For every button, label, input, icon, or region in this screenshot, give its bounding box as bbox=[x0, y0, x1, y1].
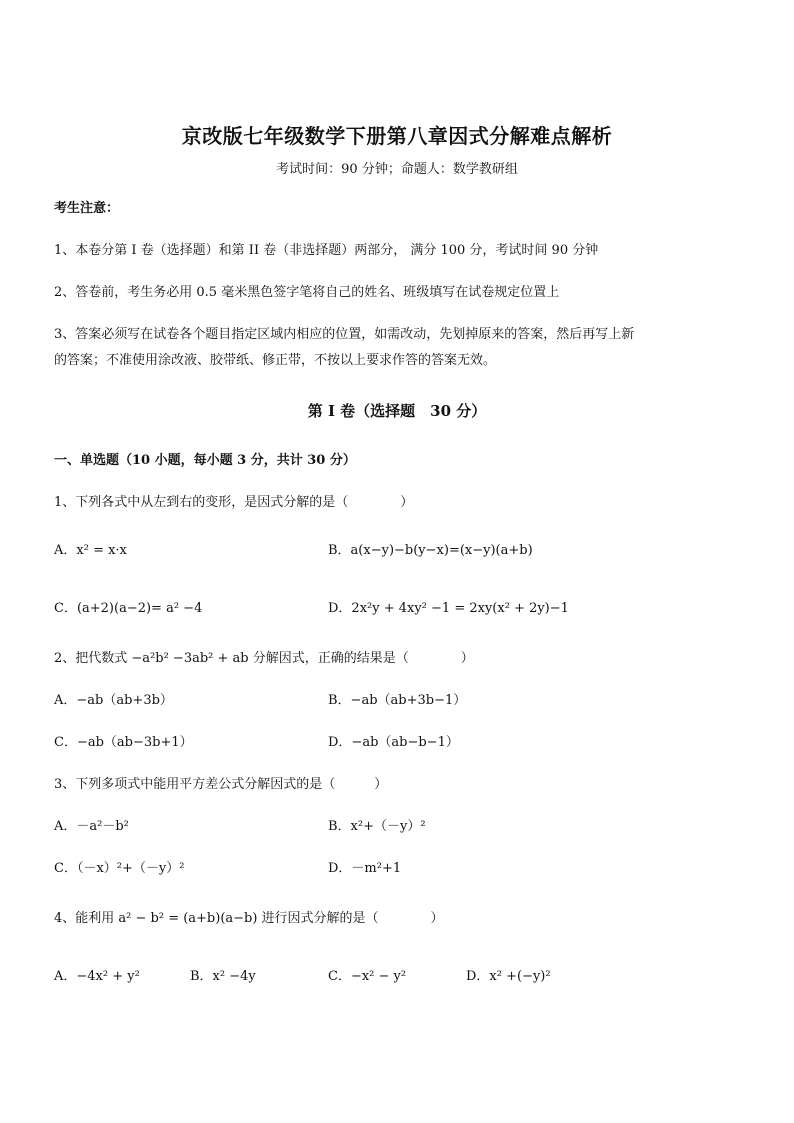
question-stem: 1、下列各式中从左到右的变形，是因式分解的是（ ） bbox=[54, 495, 414, 510]
notice-item: 1、本卷分第 I 卷（选择题）和第 II 卷（非选择题）两部分， 满分 100 分，考试时间 90 分钟 bbox=[54, 243, 599, 258]
page-title: 京改版七年级数学下册第八章因式分解难点解析 bbox=[181, 124, 613, 148]
option-a: A．−4x² + y² bbox=[54, 969, 140, 984]
question-stem: 2、把代数式 −a²b² −3ab² + ab 分解因式，正确的结果是（ ） bbox=[54, 651, 474, 666]
option-b: B．a(x−y)−b(y−x)=(x−y)(a+b) bbox=[328, 543, 533, 558]
option-c: C．−x² − y² bbox=[328, 969, 407, 984]
option-c: C．(a+2)(a−2)= a² −4 bbox=[54, 601, 203, 616]
question-stem: 3、下列多项式中能用平方差公式分解因式的是（ ） bbox=[54, 777, 388, 792]
option-a: A．−ab（ab+3b） bbox=[54, 693, 173, 708]
notice-heading: 考生注意： bbox=[54, 201, 120, 216]
option-b: B．x² −4y bbox=[190, 969, 256, 984]
option-b: B．x²+（－y）² bbox=[328, 819, 426, 834]
option-a: A．x² = x·x bbox=[54, 543, 127, 558]
option-d: D．2x²y + 4xy² −1 = 2xy(x² + 2y)−1 bbox=[328, 601, 569, 616]
option-d: D．−ab（ab−b−1） bbox=[328, 735, 459, 750]
option-a: A．－a²－b² bbox=[54, 819, 129, 834]
notice-item: 3、答案必须写在试卷各个题目指定区域内相应的位置，如需改动，先划掉原来的答案，然后再写上新 bbox=[54, 327, 635, 342]
notice-item: 的答案；不准使用涂改液、胶带纸、修正带，不按以上要求作答的答案无效。 bbox=[54, 353, 497, 368]
part-heading: 一、单选题（10 小题，每小题 3 分，共计 30 分） bbox=[54, 453, 356, 468]
option-d: D．－m²+1 bbox=[328, 861, 402, 876]
notice-item: 2、答卷前，考生务必用 0.5 毫米黑色签字笔将自己的姓名、班级填写在试卷规定位置上 bbox=[54, 285, 560, 300]
option-d: D．x² +(−y)² bbox=[466, 969, 551, 984]
option-c: C．（－x）²+（－y）² bbox=[54, 861, 185, 876]
option-c: C．−ab（ab−3b+1） bbox=[54, 735, 193, 750]
question-stem: 4、能利用 a² − b² = (a+b)(a−b) 进行因式分解的是（ ） bbox=[54, 911, 444, 926]
section-title: 第 I 卷（选择题 30 分） bbox=[307, 402, 487, 420]
page-subtitle: 考试时间：90 分钟；命题人：数学教研组 bbox=[276, 162, 518, 177]
option-b: B．−ab（ab+3b−1） bbox=[328, 693, 467, 708]
